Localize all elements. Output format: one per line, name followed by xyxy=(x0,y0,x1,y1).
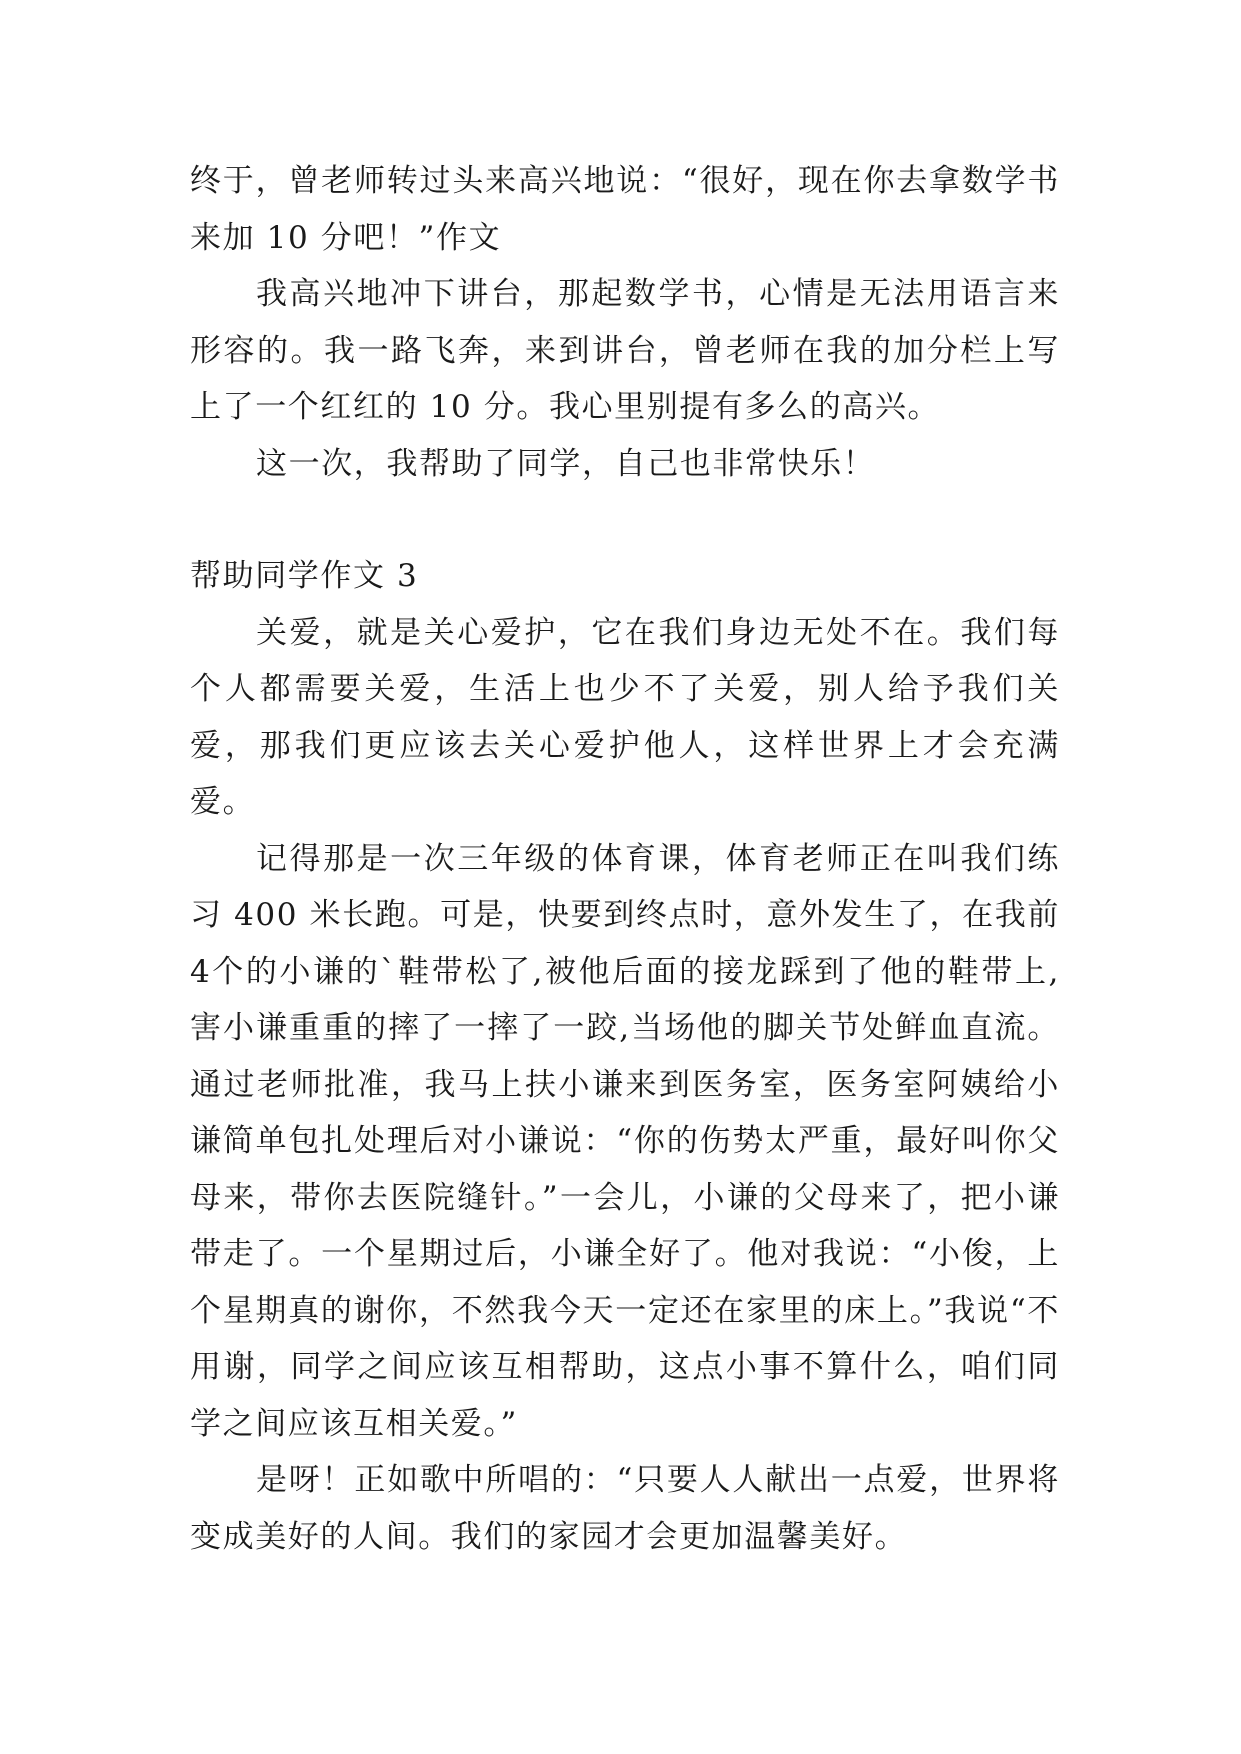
paragraph-ending-quote: 终于，曾老师转过头来高兴地说：“很好，现在你去拿数学书来加 10 分吧！”作文 xyxy=(190,163,1060,256)
paragraph-rush-to-podium: 我高兴地冲下讲台，那起数学书，心情是无法用语言来形容的。我一路飞奔，来到讲台，曾老师在我的加分栏上写上了一个红红的 10 分。我心里别提有多么的高兴。 xyxy=(190,276,1060,425)
paragraph-pe-class-story: 记得那是一次三年级的体育课，体育老师正在叫我们练习 400 米长跑。可是，快要到终点时，意外发生了，在我前4个的小谦的`鞋带松了,被他后面的接龙踩到了他的鞋带上,害小谦重重的摔了一摔了一跤,当场他的脚关节处鲜血直流。通过老师批准，我马上扶小谦来到医务室，医务室阿姨给小谦简单包扎处理后对小谦说：“你的伤势太严重，最好叫你父母来，带你去医院缝针。”一会儿，小谦的父母来了，把小谦带走了。一个星期过后，小谦全好了。他对我说：“小俊，上个星期真的谢你，不然我今天一定还在家里的床上。”我说“不用谢，同学之间应该互相帮助，这点小事不算什么，咱们同学之间应该互相关爱。” xyxy=(190,840,1060,1442)
paragraph-care-intro: 关爱，就是关心爱护，它在我们身边无处不在。我们每个人都需要关爱，生活上也少不了关爱，别人给予我们关爱，那我们更应该去关心爱护他人，这样世界上才会充满爱。 xyxy=(190,614,1060,820)
paragraph-closing: 是呀！正如歌中所唱的：“只要人人献出一点爱，世界将变成美好的人间。我们的家园才会更加温馨美好。 xyxy=(190,1462,1060,1555)
paragraph-conclusion: 这一次，我帮助了同学，自己也非常快乐！ xyxy=(256,445,876,482)
section-title: 帮助同学作文 3 xyxy=(190,558,419,594)
document-body xyxy=(190,153,1060,1565)
